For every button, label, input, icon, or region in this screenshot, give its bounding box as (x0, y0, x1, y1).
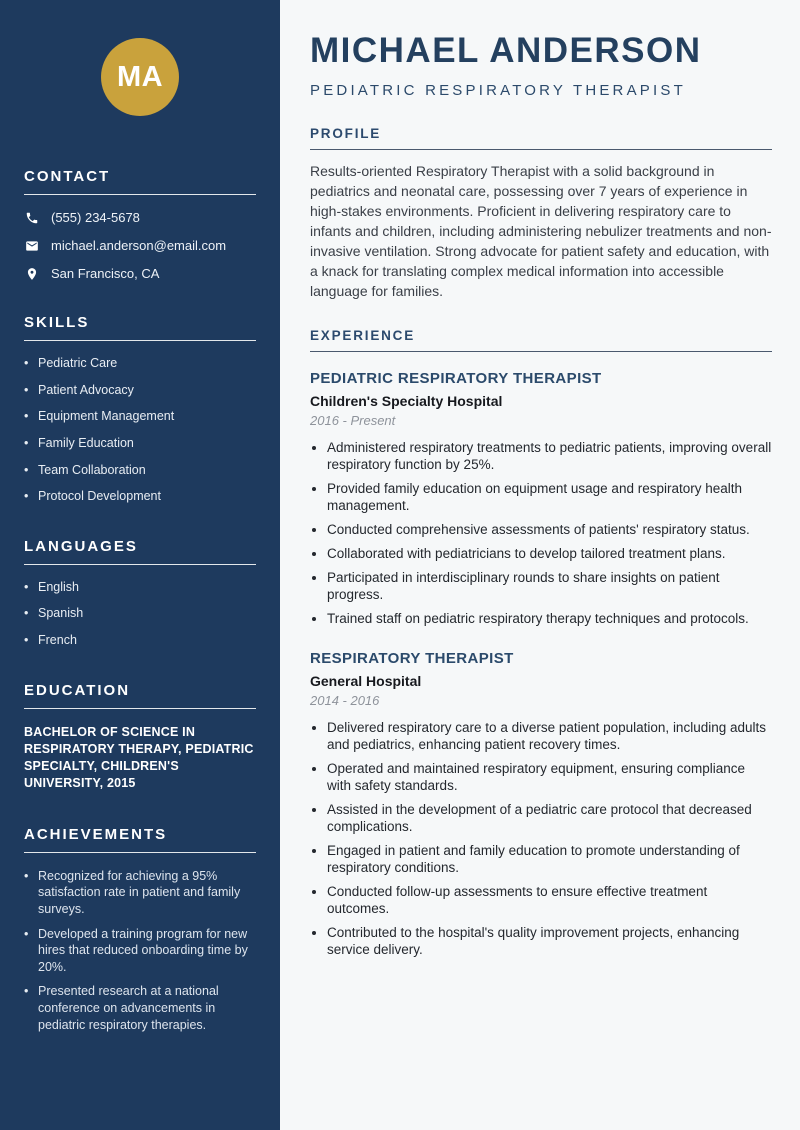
language-item: • English (24, 580, 256, 596)
profile-section (310, 126, 772, 301)
contact-email-text: michael.anderson@email.com (51, 238, 227, 253)
job-company: Children's Specialty Hospital (310, 393, 503, 409)
skill-item: • Protocol Development (24, 489, 256, 505)
achievement-item: • Recognized for achieving a 95% satisfaction rate in patient and family surveys. (24, 868, 256, 918)
skills-heading: SKILLS (24, 314, 256, 341)
achievements-heading: ACHIEVEMENTS (24, 826, 256, 853)
email-icon (24, 238, 39, 253)
achievements-section (24, 826, 256, 1034)
contact-email (24, 238, 256, 253)
language-item: • Spanish (24, 606, 256, 622)
location-pin-icon (24, 266, 39, 281)
achievement-item: • Developed a training program for new hires that reduced onboarding time by 20%. (24, 926, 256, 976)
phone-icon (24, 210, 39, 225)
skill-item: • Equipment Management (24, 409, 256, 425)
education-degree: BACHELOR OF SCIENCE IN RESPIRATORY THERAPY, PEDIATRIC SPECIALTY, CHILDREN'S UNIVERSITY, 2015 (24, 724, 254, 791)
job-bullet: • Administered respiratory treatments to pediatric patients, improving overall respiratory function by 25%. (327, 439, 772, 473)
job-bullet: • Provided family education on equipment usage and respiratory health management. (327, 480, 772, 514)
job-dates: 2016 - Present (310, 413, 396, 428)
languages-heading: LANGUAGES (24, 538, 256, 565)
job-bullet: • Assisted in the development of a pediatric care protocol that decreased complications. (327, 801, 772, 835)
contact-heading: CONTACT (24, 168, 256, 195)
languages-section (24, 538, 256, 649)
main-content (280, 0, 800, 1130)
achievements-list (24, 868, 256, 1034)
contact-location (24, 266, 256, 281)
experience-section (310, 328, 772, 958)
contact-location-text: San Francisco, CA (51, 266, 160, 281)
job-dates: 2014 - 2016 (310, 693, 380, 708)
person-title: PEDIATRIC RESPIRATORY THERAPIST (310, 82, 686, 99)
job-bullet: • Contributed to the hospital's quality improvement projects, enhancing service delivery. (327, 924, 772, 958)
profile-heading: PROFILE (310, 126, 772, 150)
skill-item: • Patient Advocacy (24, 383, 256, 399)
job-bullet: • Engaged in patient and family education to promote understanding of respiratory conditions. (327, 842, 772, 876)
job-bullet: • Participated in interdisciplinary rounds to share insights on patient progress. (327, 569, 772, 603)
languages-list (24, 580, 256, 649)
avatar (101, 38, 179, 116)
job-bullet: • Collaborated with pediatricians to develop tailored treatment plans. (327, 545, 772, 562)
sidebar (0, 0, 280, 1130)
job-bullet: • Trained staff on pediatric respiratory therapy techniques and protocols. (327, 610, 772, 627)
education-heading: EDUCATION (24, 682, 256, 709)
skills-list (24, 356, 256, 505)
skills-section (24, 314, 256, 505)
skill-item: • Team Collaboration (24, 463, 256, 479)
job-company: General Hospital (310, 673, 422, 689)
job-title: PEDIATRIC RESPIRATORY THERAPIST (310, 370, 602, 387)
job-title: RESPIRATORY THERAPIST (310, 650, 514, 667)
contact-phone-text: (555) 234-5678 (51, 210, 140, 225)
contact-section (24, 168, 256, 281)
language-item: • French (24, 633, 256, 649)
job-bullet: • Operated and maintained respiratory equipment, ensuring compliance with safety standards. (327, 760, 772, 794)
job-bullet-list (310, 719, 772, 958)
achievement-item: • Presented research at a national conference on advancements in pediatric respiratory therapies. (24, 983, 256, 1033)
skill-item: • Family Education (24, 436, 256, 452)
profile-summary: Results-oriented Respiratory Therapist with a solid background in pediatrics and neonatal care, possessing over 7 years of experience in high-stakes environments. Proficient in delivering respiratory care to infants and children, including administering nebulizer treatments and non-invasive ventilation. Strong advocate for patient safety and education, with a knack for translating complex medical information into accessible language for families. (310, 163, 772, 299)
person-name: MICHAEL ANDERSON (310, 31, 702, 70)
education-section (24, 682, 256, 793)
job-bullet: • Conducted follow-up assessments to ensure effective treatment outcomes. (327, 883, 772, 917)
experience-heading: EXPERIENCE (310, 328, 772, 352)
job-bullet: • Conducted comprehensive assessments of patients' respiratory status. (327, 521, 772, 538)
job-bullet: • Delivered respiratory care to a diverse patient population, including adults and pediatrics, enhancing patient recovery times. (327, 719, 772, 753)
avatar-initials: MA (116, 60, 164, 93)
experience-job (310, 650, 772, 958)
job-bullet-list (310, 439, 772, 627)
skill-item: • Pediatric Care (24, 356, 256, 372)
contact-phone (24, 210, 256, 225)
experience-job (310, 370, 772, 627)
jobs-container (310, 370, 772, 958)
